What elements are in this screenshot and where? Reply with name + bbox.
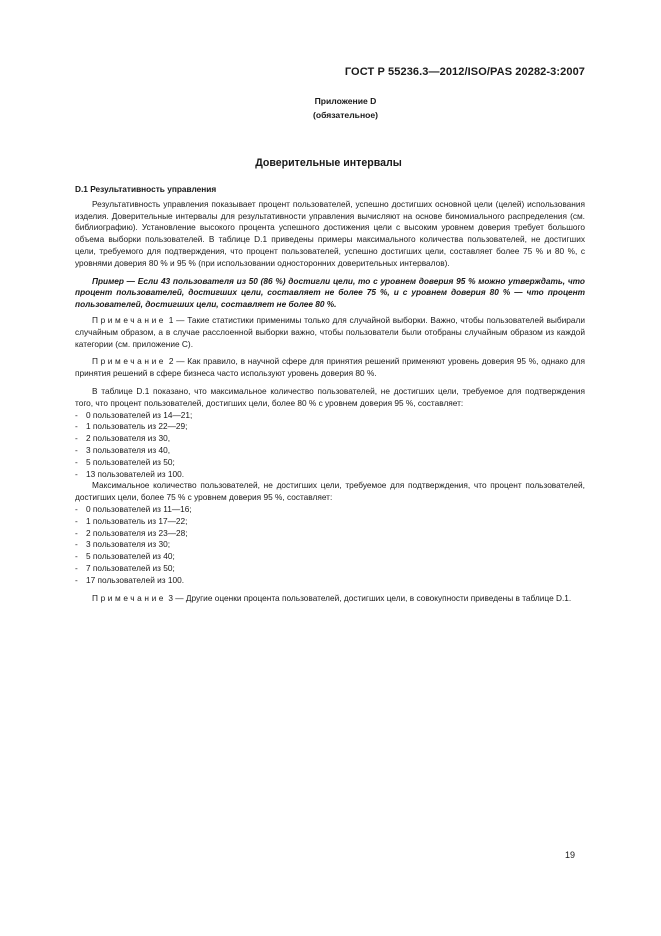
annex-heading: [0, 94, 661, 122]
note-2-text: 2 — Как правило, в научной сфере для принятия решений применяют уровень доверия 95 %, однако для принятия решений в сфере бизнеса часто используют уровень доверия 80 %.: [75, 356, 586, 379]
list-item: - 17 пользователей из 100.: [75, 574, 185, 585]
list-item: - 7 пользователей из 50;: [75, 562, 175, 573]
note-3-label: Примечание: [92, 592, 167, 603]
paragraph-effectiveness: Результативность управления показывает процент пользователей, успешно достигших основной цели (целей) использования изделия. Доверительные интервалы для результативности управления вычисляют на основе биномиального распределения (см. библиографию). Установление высокого процента успешного достижения цели с высоким уровнем доверия требует большого объема выборки пользователей. В таблице D.1 приведены примеры максимального количества пользователей, не достигших цели, требуемого для подтверждения, что процент пользователей, успешно достигших цели, составляет более 75 % и 80 %, с уровнями доверия 80 % и 95 % (при использовании односторонних доверительных интервалов).: [75, 198, 585, 268]
page-number: 19: [564, 850, 575, 860]
list-item: - 5 пользователей из 40;: [75, 551, 175, 562]
note-2-label: Примечание: [92, 356, 167, 367]
list-item: - 3 пользователя из 40,: [75, 444, 171, 455]
list-item: - 13 пользователей из 100.: [75, 468, 185, 479]
note-1: [75, 315, 585, 350]
list-item: - 0 пользователей из 14—21;: [75, 409, 193, 420]
list-item: - 3 пользователя из 30;: [75, 539, 171, 550]
paragraph-table-75: Максимальное количество пользователей, не достигших цели, требуемое для подтверждения, что процент пользователей, достигших цели, более 75 % с уровнем доверия 95 %, составляет:: [75, 480, 585, 503]
list-item: - 1 пользователь из 22—29;: [75, 421, 188, 432]
list-item: - 1 пользователь из 17—22;: [75, 515, 188, 526]
list-item: - 2 пользователя из 30,: [75, 433, 171, 444]
note-3: [75, 593, 585, 605]
annex-title: Доверительные интервалы: [255, 157, 402, 169]
list-item: - 5 пользователей из 50;: [75, 456, 175, 467]
annex-status: (обязательное): [312, 110, 379, 120]
note-2: [75, 356, 585, 380]
paragraph-table-80: В таблице D.1 показано, что максимальное количество пользователей, не достигших цели, требуемое для подтверждения того, что процент пользователей, достигших цели, более 80 % с уровнем доверия 95 %, составляет:: [75, 385, 585, 408]
note-1-text: 1 — Такие статистики применимы только для случайной выборки. Важно, чтобы пользователей выбирали случайным образом, а в случае расслоенной выборки важно, чтобы пользователи были отобраны случайным образом из каждой категории (см. приложение С).: [75, 314, 585, 349]
annex-label: Приложение D: [314, 96, 377, 106]
note-3-text: 3 — Другие оценки процента пользователей, достигших цели, в совокупности приведены в таблице D.1.: [168, 592, 572, 603]
list-item: - 0 пользователей из 11—16;: [75, 503, 192, 514]
list-item: - 2 пользователя из 23—28;: [75, 527, 188, 538]
list-75-percent: [75, 504, 585, 587]
note-1-label: Примечание: [92, 314, 167, 325]
section-heading: D.1 Результативность управления: [75, 184, 217, 194]
list-80-percent: [75, 410, 585, 481]
annex-body: [75, 184, 585, 604]
example-paragraph: Пример — Если 43 пользователя из 50 (86 %) достигли цели, то с уровнем доверия 95 % можно утверждать, что процент пользователей, достигших цели, составляет не более 75 %, и с уровнем доверия 80 % — что процент пользователей, достигших цели, составляет не более 80 %.: [75, 275, 585, 310]
standard-designation: ГОСТ Р 55236.3—2012/ISO/PAS 20282-3:2007: [344, 66, 585, 78]
